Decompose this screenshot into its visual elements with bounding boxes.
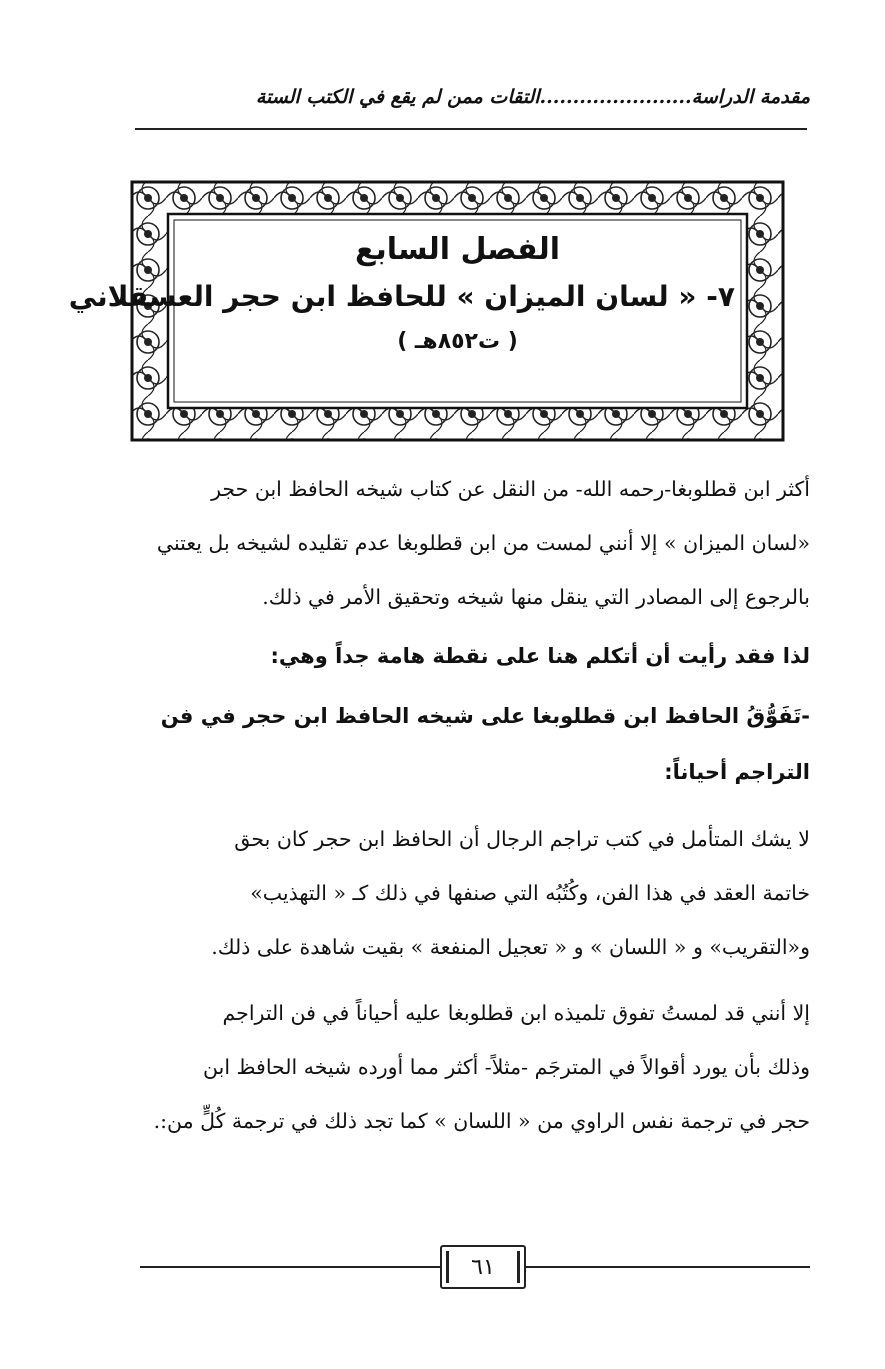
text-line: أكثر ابن قطلوبغا-رحمه الله- من النقل عن كتاب شيخه الحافظ ابن حجر	[211, 477, 810, 501]
paragraph-3	[140, 812, 810, 974]
paragraph-4	[140, 986, 810, 1148]
paragraph-1	[140, 462, 810, 624]
text-line: لا يشك المتأمل في كتب تراجم الرجال أن الحافظ ابن حجر كان بحق	[234, 827, 810, 851]
text-line: بالرجوع إلى المصادر التي ينقل منها شيخه وتحقيق الأمر في ذلك.	[262, 585, 810, 609]
text-line: «لسان الميزان » إلا أنني لمست من ابن قطلوبغا عدم تقليده لشيخه بل يعتني	[156, 531, 810, 555]
text-line: خاتمة العقد في هذا الفن، وكُتُبُه التي صنفها في ذلك كـ « التهذيب»	[250, 881, 810, 905]
title-box	[68, 220, 735, 400]
text-line: التراجم أحياناً:	[664, 760, 810, 784]
chapter-heading: الفصل السابع	[354, 232, 561, 267]
page-number: ٦١	[440, 1245, 526, 1289]
section-heading	[140, 688, 810, 800]
paragraph-2	[140, 628, 810, 684]
text-line: حجر في ترجمة نفس الراوي من « اللسان » كما تجد ذلك في ترجمة كُلٍّ من:.	[153, 1109, 810, 1133]
body-text	[140, 462, 810, 1148]
death-year: ( ت٨٥٢هـ )	[397, 329, 518, 354]
book-title: ٧- « لسان الميزان » للحافظ ابن حجر العسقلاني	[68, 280, 735, 313]
text-line: وذلك بأن يورد أقوالاً في المترجَم -مثلاً- أكثر مما أورده شيخه الحافظ ابن	[203, 1055, 810, 1079]
header-rule	[135, 128, 807, 130]
running-header: مقدمة الدراسة.......................التقات ممن لم يقع في الكتب الستة	[255, 86, 810, 108]
text-line: إلا أنني قد لمستُ تفوق تلميذه ابن قطلوبغا عليه أحياناً في فن التراجم	[222, 1001, 810, 1025]
text-line: و«التقريب» و « اللسان » و « تعجيل المنفعة » بقيت شاهدة على ذلك.	[211, 935, 810, 959]
text-line: لذا فقد رأيت أن أتكلم هنا على نقطة هامة جداً وهي:	[270, 644, 810, 668]
text-line: -تَفَوُّقُ الحافظ ابن قطلوبغا على شيخه الحافظ ابن حجر في فن	[160, 704, 810, 728]
ornamental-title-frame	[68, 180, 785, 442]
